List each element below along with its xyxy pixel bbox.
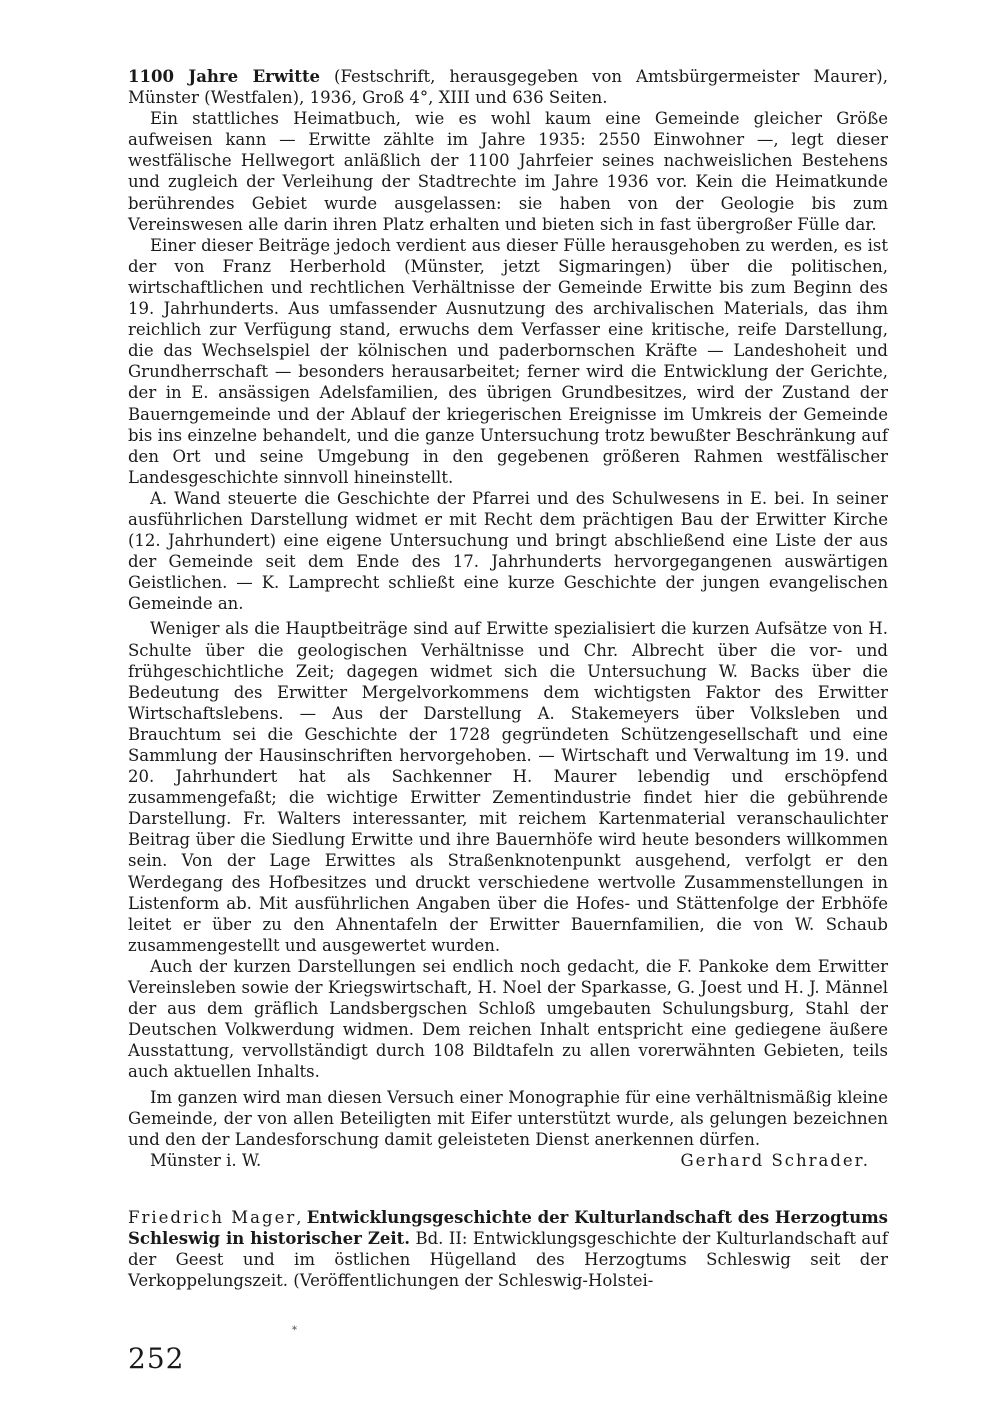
page-content xyxy=(128,66,888,1291)
review-2-heading: Friedrich Mager, Entwicklungsgeschichte der Kulturlandschaft des Herzogtums Schleswig in historischer Zeit. Bd. II: Entwicklungsgeschichte der Kulturlandschaft auf der Geest und im östlichen Hügelland des Herzogtums Schleswig seit der Verkoppelungszeit. (Veröffentlichungen der Schleswig-Holstei- xyxy=(128,1207,888,1291)
signature-author: Gerhard Schrader. xyxy=(680,1150,870,1170)
review-2 xyxy=(128,1207,888,1291)
review-1-signature xyxy=(128,1150,888,1171)
review-1-paragraph-6: Im ganzen wird man diesen Versuch einer Monographie für eine verhältnismäßig kleine Gemeinde, der von allen Beteiligten mit Eifer unterstützt wurde, als gelungen bezeichnen und den der Landesforschung damit geleisteten Dienst anerkennen dürfen. xyxy=(128,1087,888,1149)
review-1-paragraph-4: Weniger als die Hauptbeiträge sind auf Erwitte spezialisiert die kurzen Aufsätze von H. Schulte über die geologischen Verhältnisse und Chr. Albrecht über die vor- und frühgeschichtliche Zeit; dagegen widmet sich die Untersuchung W. Backs über die Bedeutung des Erwitter Mergelvorkommens dem wichtigsten Faktor des Erwitter Wirtschaftslebens. — Aus der Darstellung A. Stakemeyers über Volksleben und Brauchtum sei die Geschichte der 1728 gegründeten Schützengesellschaft und eine Sammlung der Hausinschriften hervorgehoben. — Wirtschaft und Verwaltung im 19. und 20. Jahrhundert hat als Sachkenner H. Maurer lebendig und erschöpfend zusammengefaßt; die wichtige Erwitter Zementindustrie findet hier die gebührende Darstellung. Fr. Walters interessanter, mit reichem Kartenmaterial veranschaulichter Beitrag über die Siedlung Erwitte und ihre Bauernhöfe wird heute besonders willkommen sein. Von der Lage Erwittes als Straßenknotenpunkt ausgehend, verfolgt er den Werdegang des Hofbesitzes und druckt verschiedene wertvolle Zusammenstellungen in Listenform ab. Mit ausführlichen Angaben über die Hofes- und Stättenfolge der Erbhöfe leitet er über zu den Ahnentafeln der Erwitter Bauernfamilien, die von W. Schaub zusammengestellt und ausgewertet wurden. xyxy=(128,619,888,955)
review-1-paragraph-5: Auch der kurzen Darstellungen sei endlich noch gedacht, die F. Pankoke dem Erwitter Vereinsleben sowie der Kriegswirtschaft, H. Noel der Sparkasse, G. Joest und H. J. Männel der aus dem gräflich Landsbergschen Schloß umgebauten Schulungsburg, Stahl der Deutschen Volkwerdung widmen. Dem reichen Inhalt entspricht eine gediegene äußere Ausstattung, vervollständigt durch 108 Bildtafeln zu allen vorerwähnten Gebieten, teils auch aktuellen Inhalts. xyxy=(128,956,888,1082)
review-1-book-title: 1100 Jahre Erwitte xyxy=(128,67,321,86)
review-1-heading xyxy=(128,66,888,108)
review-1-bibliographic-details: (Festschrift, herausgegeben von Amtsbürgermeister Maurer), Münster (Westfalen), 1936, Groß 4°, XIII und 636 Seiten. xyxy=(128,67,888,108)
review-2-author: Friedrich Mager xyxy=(128,1207,297,1227)
review-1-paragraph-2: Einer dieser Beiträge jedoch verdient aus dieser Fülle herausgehoben zu werden, es ist der von Franz Herberhold (Münster, jetzt Sigmaringen) über die politischen, wirtschaftlichen und rechtlichen Verhältnisse der Gemeinde Erwitte bis zum Beginn des 19. Jahrhunderts. Aus umfassender Ausnutzung des archivalischen Materials, das ihm reichlich zur Verfügung stand, erwuchs dem Verfasser eine kritische, reife Darstellung, die das Wechselspiel der kölnischen und paderbornschen Kräfte — Landeshoheit und Grundherrschaft — besonders herausarbeitet; ferner wird die Entwicklung der Gerichte, der in E. ansässigen Adelsfamilien, des übrigen Grundbesitzes, wird der Zustand der Bauerngemeinde und der Ablauf der kriegerischen Ereignisse im Umkreis der Gemeinde bis ins einzelne behandelt, und die ganze Untersuchung trotz bewußter Beschränkung auf den Ort und seine Umgebung in den gegebenen größeren Rahmen westfälischer Landesgeschichte sinnvoll hineinstellt. xyxy=(128,235,888,487)
review-2-book-title: Entwicklungsgeschichte der Kulturlandschaft des Herzogtums Schleswig in historischer Zeit. xyxy=(128,1207,888,1248)
review-1-paragraph-1: Ein stattliches Heimatbuch, wie es wohl kaum eine Gemeinde gleicher Größe aufweisen kann — Erwitte zählte im Jahre 1935: 2550 Einwohner —, legt dieser westfälische Hellwegort anläßlich der 1100 Jahrfeier seines nachweislichen Bestehens und zugleich der Verleihung der Stadtrechte im Jahre 1936 vor. Kein die Heimatkunde berührendes Gebiet wurde ausgelassen: sie haben von der Geologie bis zum Vereinswesen alle darin ihren Platz erhalten und bieten sich in fast übergroßer Fülle dar. xyxy=(128,109,888,234)
print-mark: * xyxy=(292,1325,297,1336)
page-number: 252 xyxy=(128,1342,185,1375)
review-1-paragraph-3: A. Wand steuerte die Geschichte der Pfarrei und des Schulwesens in E. bei. In seiner ausführlichen Darstellung widmet er mit Recht dem prächtigen Bau der Erwitter Kirche (12. Jahrhundert) eine eigene Untersuchung und bringt abschließend eine Liste der aus der Gemeinde seit dem Ende des 17. Jahrhunderts hervorgegangenen auswärtigen Geistlichen. — K. Lamprecht schließt eine kurze Geschichte der jungen evangelischen Gemeinde an. xyxy=(128,488,888,614)
signature-place: Münster i. W. xyxy=(150,1150,262,1170)
review-1 xyxy=(128,66,888,1171)
review-2-bibliographic-details: Bd. II: Entwicklungsgeschichte der Kulturlandschaft auf der Geest und im östlichen Hügelland des Herzogtums Schleswig seit der Verkoppelungszeit. (Veröffentlichungen der Schleswig-Holstei- xyxy=(128,1228,888,1291)
